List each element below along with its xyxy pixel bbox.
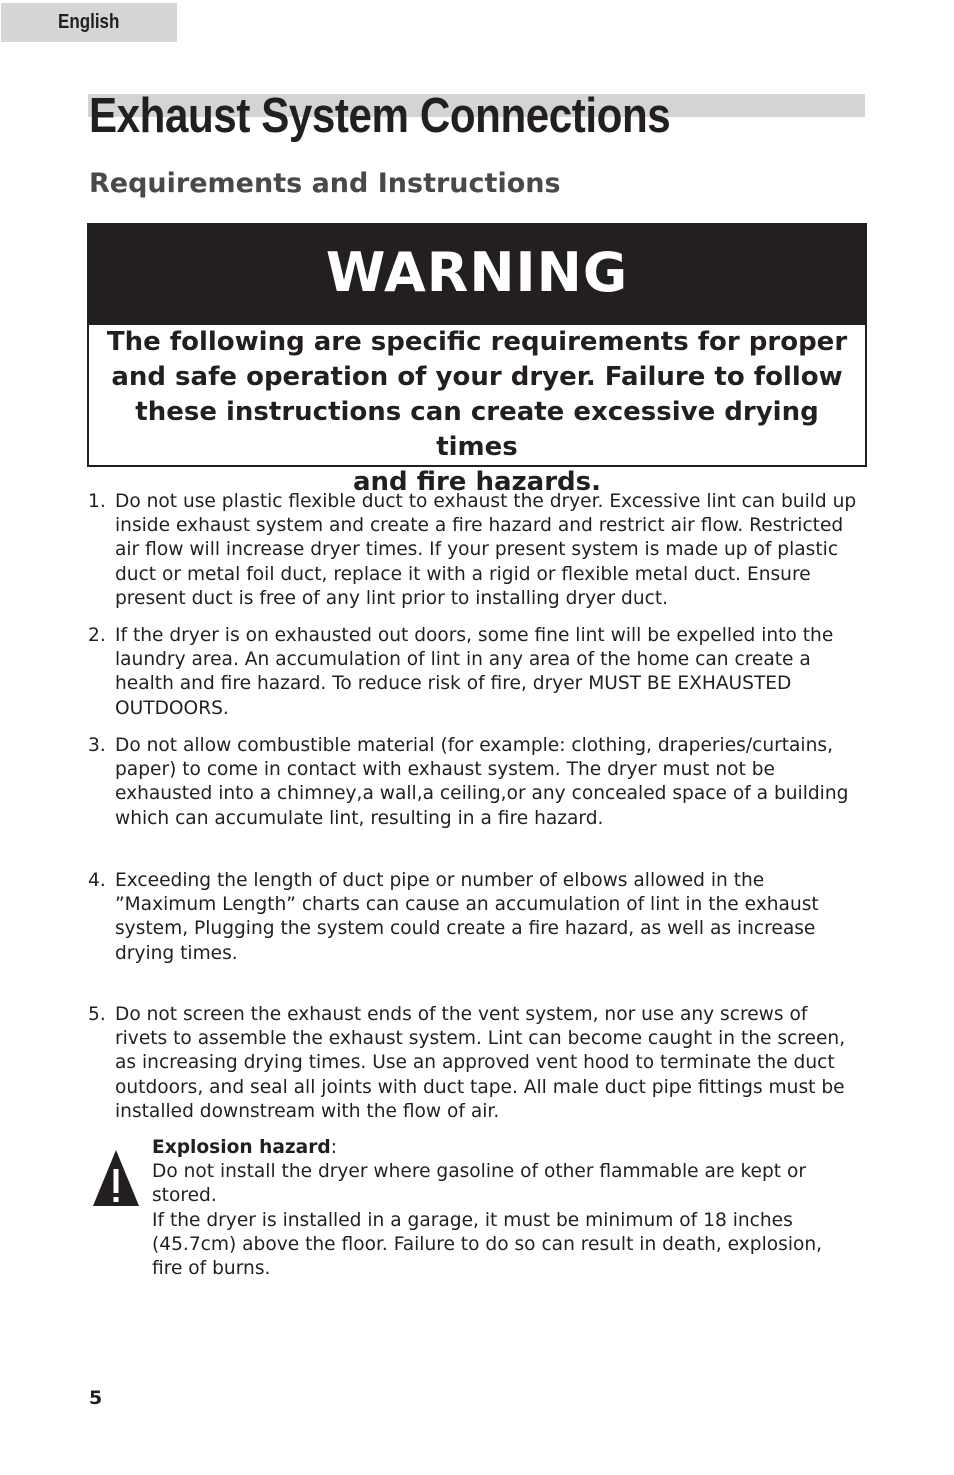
hazard-title-colon: : (330, 1137, 337, 1158)
list-item-number: 2. (88, 625, 106, 646)
warning-heading: WARNING (89, 225, 865, 325)
list-item-number: 1. (88, 491, 106, 512)
hazard-title: Explosion hazard (152, 1137, 331, 1158)
list-item (88, 624, 858, 721)
warning-box (87, 223, 867, 497)
list-item-text: If the dryer is on exhausted out doors, some fine lint will be expelled into the laundry area. An accumulation of lint in any area of the home can create a health and fire hazard. To reduce risk of fire, dryer MUST BE EXHAUSTED OUTDOORS. (115, 625, 834, 719)
list-item-number: 3. (88, 735, 106, 756)
language-tab (1, 3, 177, 42)
list-item (88, 869, 858, 966)
hazard-line-1: Do not install the dryer where gasoline of other flammable are kept or stored. (152, 1161, 807, 1207)
warning-triangle-icon (92, 1149, 140, 1207)
list-item (88, 1003, 858, 1124)
list-item-text: Do not screen the exhaust ends of the vent system, nor use any screws of rivets to assemble the exhaust system. Lint can become caught in the screen, as increasing drying times. Use an approved vent hood to terminate the duct outdoors, and seal all joints with duct tape. All male duct pipe fittings must be installed downstream with the flow of air. (115, 1004, 846, 1122)
list-item-text: Do not allow combustible material (for example: clothing, draperies/curtains, paper) to come in contact with exhaust system. The dryer must not be exhausted into a chimney,a wall,a ceiling,or any concealed space of a building which can accumulate lint, resulting in a fire hazard. (115, 735, 849, 829)
explosion-hazard-note (152, 1136, 852, 1281)
warning-text: The following are specific requirements for proper and safe operation of your dryer. Failure to follow these instructions can create excessive drying times and fire hazards. (106, 327, 848, 497)
list-item (88, 734, 858, 831)
list-item-number: 4. (88, 870, 106, 891)
page-number: 5 (89, 1387, 103, 1409)
section-subtitle: Requirements and Instructions (89, 168, 561, 199)
list-item-number: 5. (88, 1004, 106, 1025)
hazard-line-2: If the dryer is installed in a garage, it must be minimum of 18 inches (45.7cm) above the floor. Failure to do so can result in death, explosion, fire of burns. (152, 1209, 823, 1280)
list-item-text: Exceeding the length of duct pipe or number of elbows allowed in the ”Maximum Length” charts can cause an accumulation of lint in the exhaust system, Plugging the system could create a fire hazard, as well as increase drying times. (115, 870, 819, 964)
list-item-text: Do not use plastic flexible duct to exhaust the dryer. Excessive lint can build up inside exhaust system and create a fire hazard and restrict air flow. Restricted air flow will increase dryer times. If your present system is made up of plastic duct or metal foil duct, replace it with a rigid or flexible metal duct. Ensure present duct is free of any lint prior to installing dryer duct. (115, 491, 857, 609)
page-title: Exhaust System Connections (89, 89, 671, 143)
hazard-heading (152, 1136, 852, 1160)
list-item (88, 490, 858, 611)
language-tab-label: English (58, 11, 120, 33)
